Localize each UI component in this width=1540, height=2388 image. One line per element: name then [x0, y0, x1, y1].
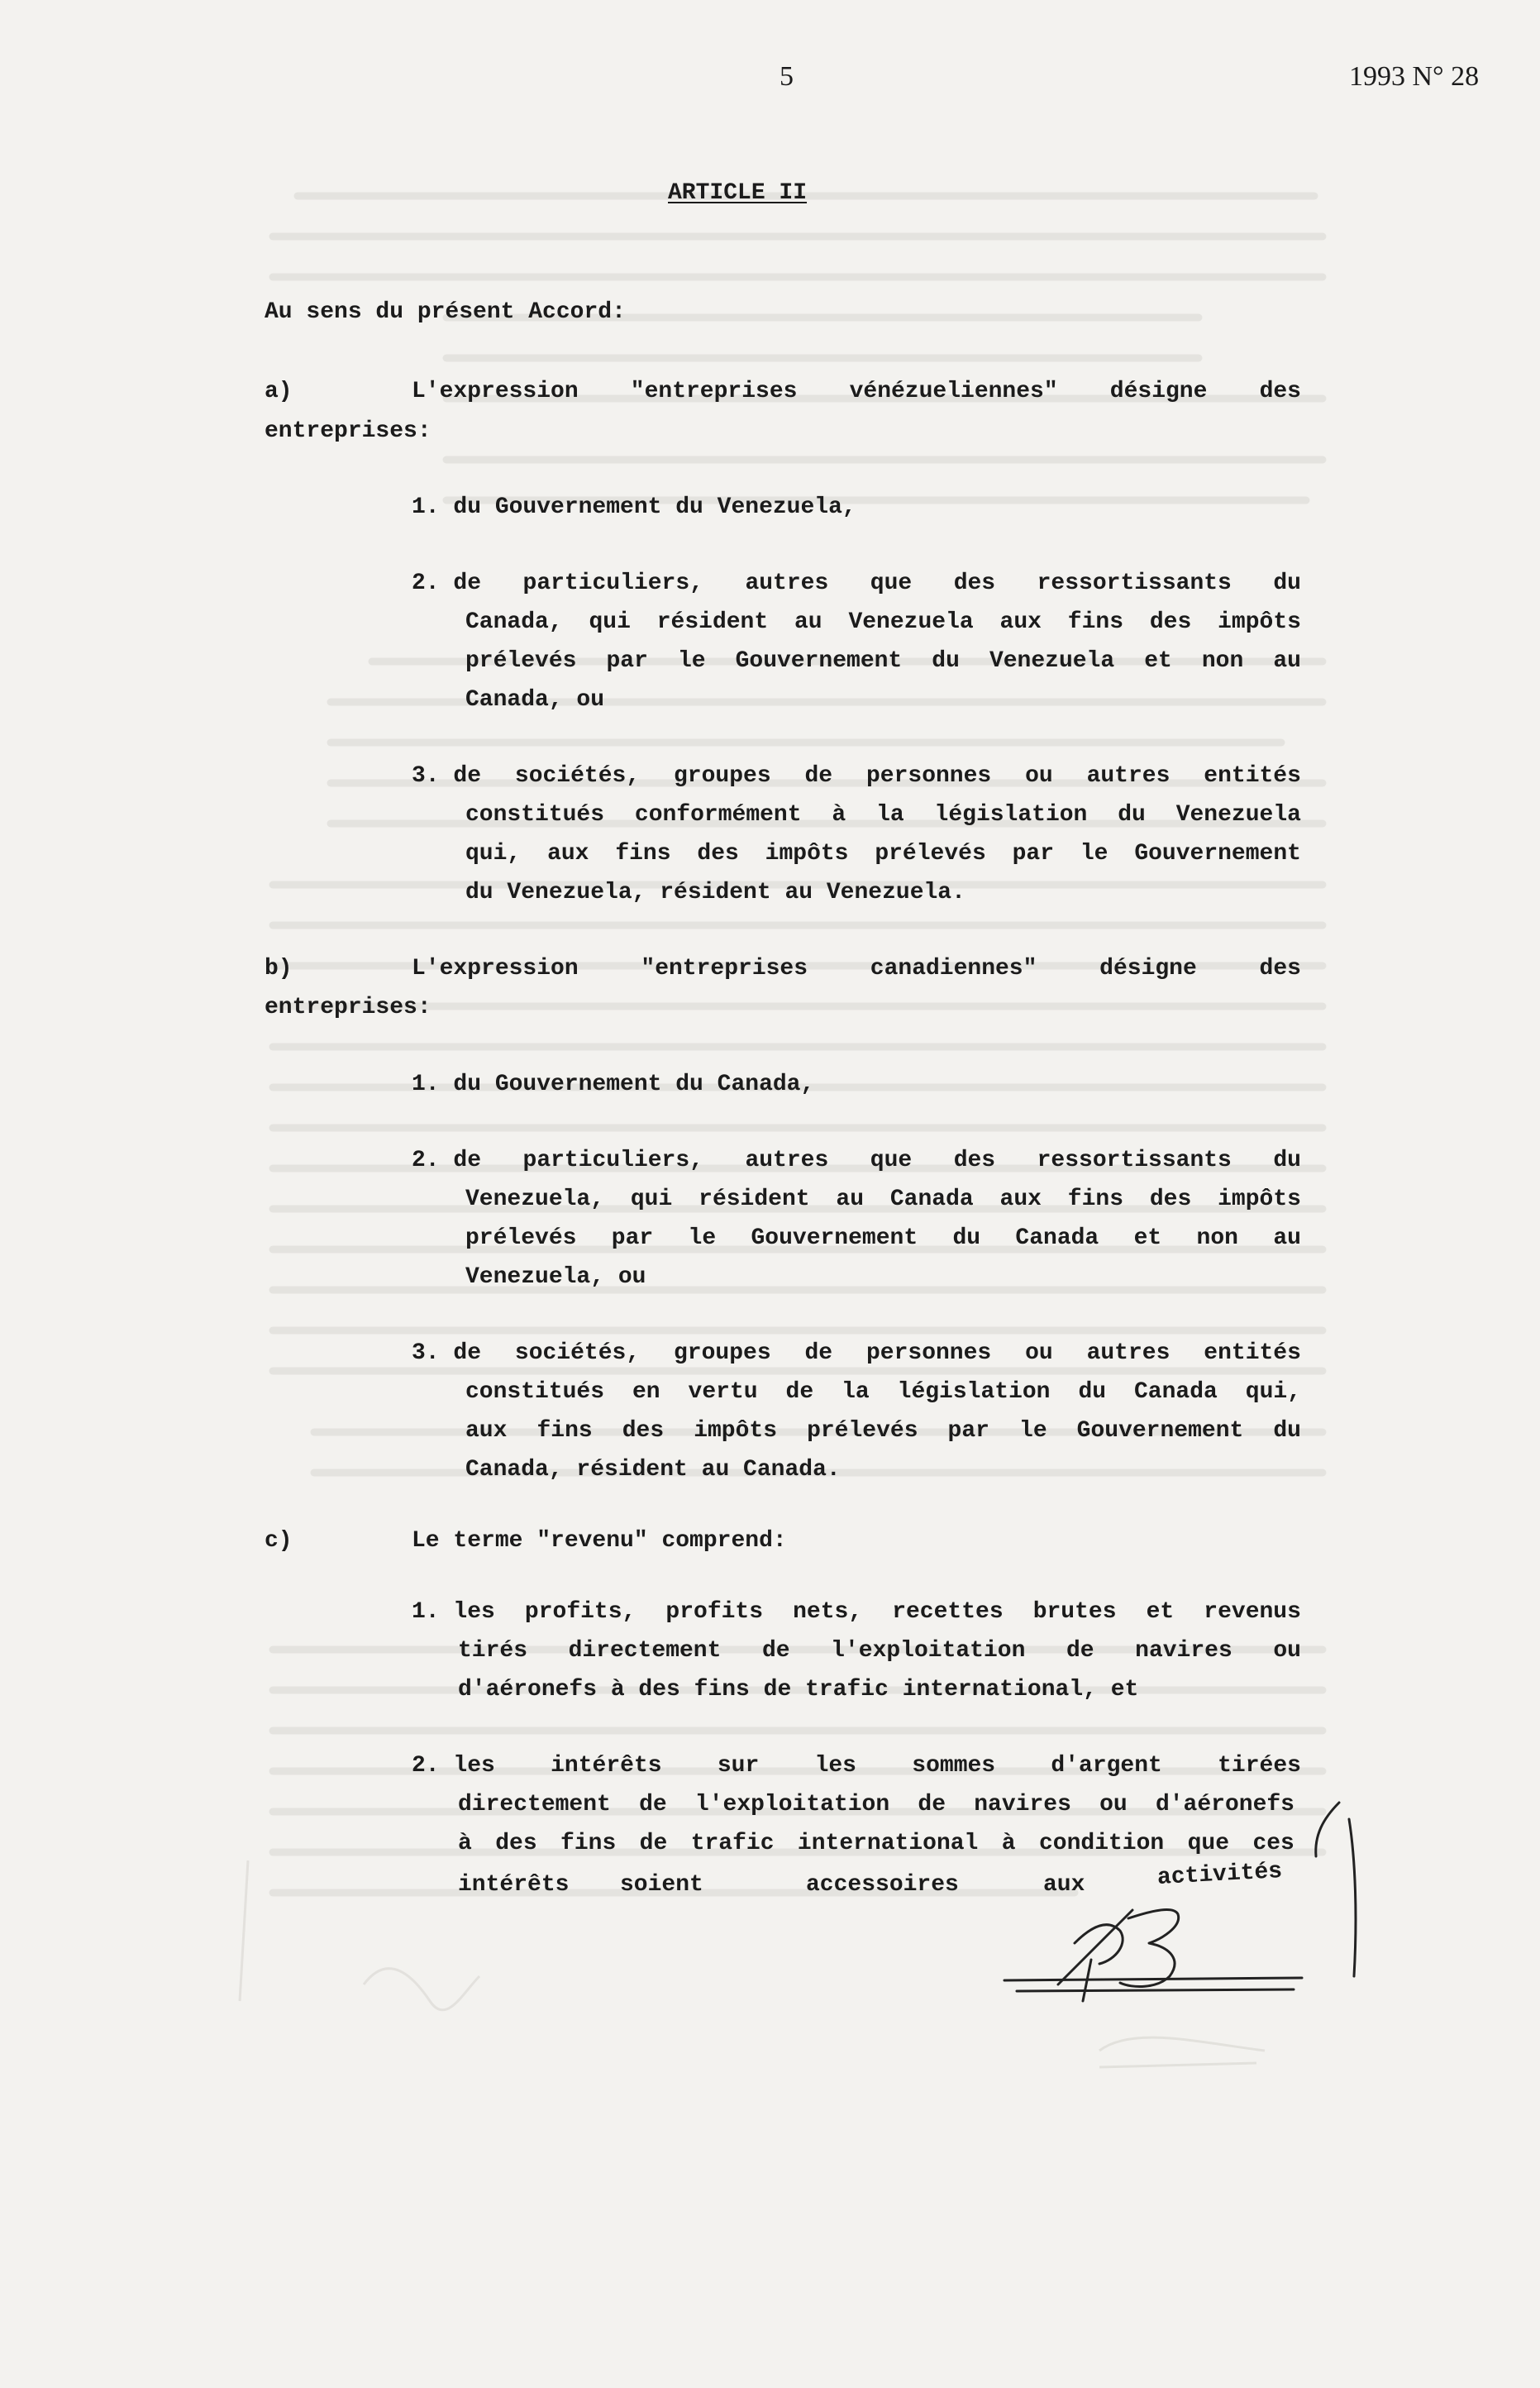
word: constitués: [465, 802, 605, 828]
section-b-item-2-line-4: Venezuela, ou: [465, 1264, 646, 1290]
word: tirées: [1218, 1753, 1301, 1779]
section-b-item-2-line-1: [412, 1149, 1301, 1173]
word: entités: [1204, 763, 1301, 789]
page-number: 5: [780, 61, 794, 92]
word: Venezuela: [989, 648, 1115, 674]
section-a-item-2-line-3: [465, 650, 1301, 673]
word: des: [1259, 956, 1301, 981]
word: qui: [630, 1187, 673, 1212]
section-c-item-2-line-1: [412, 1755, 1301, 1778]
word: du: [932, 648, 960, 674]
word: profits: [665, 1599, 764, 1625]
word: impôts: [765, 841, 849, 867]
word: et: [1146, 1599, 1175, 1625]
word: condition: [1038, 1831, 1165, 1856]
word: L'expression: [412, 956, 579, 981]
word: du: [1078, 1379, 1107, 1405]
section-a-item-3-line-4: du Venezuela, résident au Venezuela.: [465, 880, 965, 905]
word: à: [832, 802, 846, 828]
word: autres: [745, 1148, 829, 1173]
word: profits,: [524, 1599, 637, 1625]
word: personnes: [865, 763, 992, 789]
word: le: [1080, 841, 1109, 867]
word: en: [632, 1379, 660, 1405]
word: navires: [974, 1792, 1071, 1817]
word: du: [1118, 802, 1146, 828]
word: au: [836, 1187, 865, 1212]
word: qui: [589, 609, 631, 635]
word: prélevés: [807, 1418, 918, 1444]
word: la: [842, 1379, 870, 1405]
section-b-item-3-line-3: [465, 1420, 1301, 1443]
word: d'argent: [1051, 1753, 1162, 1779]
word: de: [639, 1792, 667, 1817]
word: groupes: [674, 763, 771, 789]
word: prélevés: [465, 1225, 577, 1251]
word: législation: [934, 802, 1088, 828]
word: non: [1196, 1225, 1238, 1251]
word: qui,: [1245, 1379, 1301, 1405]
word: de: [804, 1340, 833, 1366]
section-c-item-1-line-1: [412, 1601, 1301, 1624]
word: législation: [897, 1379, 1051, 1405]
word: du: [1273, 571, 1301, 596]
section-a-lead-continuation: entreprises:: [265, 418, 431, 444]
section-a-item-3-line-1: [412, 765, 1301, 788]
word: impôts: [694, 1418, 778, 1444]
word: revenus: [1204, 1599, 1301, 1625]
word: du: [952, 1225, 981, 1251]
word: de: [785, 1379, 814, 1405]
section-c-item-1-line-2: [458, 1640, 1301, 1663]
section-b-lead-continuation: entreprises:: [265, 995, 431, 1020]
word: Canada: [1134, 1379, 1218, 1405]
word: ressortissants: [1037, 1148, 1232, 1173]
section-c-marker: c): [265, 1528, 293, 1554]
word: prélevés: [465, 648, 577, 674]
word: l'exploitation: [831, 1638, 1026, 1664]
word: directement: [568, 1638, 722, 1664]
word: de: [639, 1831, 668, 1856]
word: 2. de: [412, 571, 482, 596]
section-b-item-3-line-1: [412, 1342, 1301, 1365]
word: Gouvernement: [735, 648, 903, 674]
word: des: [622, 1418, 665, 1444]
word: l'exploitation: [694, 1792, 890, 1817]
word: du: [1273, 1148, 1301, 1173]
word: les: [814, 1753, 856, 1779]
word: de: [918, 1792, 946, 1817]
section-b-item-3-line-4: Canada, résident au Canada.: [465, 1457, 841, 1483]
word: des: [697, 841, 739, 867]
word: "entreprises: [630, 379, 798, 404]
word: particuliers,: [522, 1148, 703, 1173]
signature-initials: [975, 1794, 1372, 2034]
word: aux: [465, 1418, 508, 1444]
section-c-item-2-line-4-word-1: intérêts: [458, 1872, 570, 1898]
section-a-item-1: 1. du Gouvernement du Venezuela,: [412, 494, 856, 520]
word: aux: [999, 1187, 1042, 1212]
section-a-lead: [412, 380, 1301, 404]
word: autres: [1086, 763, 1170, 789]
word: le: [677, 648, 706, 674]
intro-text: Au sens du présent Accord:: [265, 299, 626, 325]
word: par: [947, 1418, 989, 1444]
word: fins: [1067, 1187, 1124, 1212]
word: aux: [547, 841, 589, 867]
word: sur: [717, 1753, 760, 1779]
word: fins: [1067, 609, 1124, 635]
word: Gouvernement: [1076, 1418, 1244, 1444]
word: prélevés: [875, 841, 986, 867]
word: Gouvernement: [1134, 841, 1301, 867]
section-b-item-1: 1. du Gouvernement du Canada,: [412, 1072, 815, 1097]
word: Canada,: [465, 609, 563, 635]
word: entités: [1204, 1340, 1301, 1366]
word: nets,: [793, 1599, 863, 1625]
word: navires: [1135, 1638, 1232, 1664]
word: trafic: [690, 1831, 775, 1856]
word: 2. de: [412, 1148, 482, 1173]
word: Venezuela: [848, 609, 974, 635]
word: Canada: [889, 1187, 974, 1212]
article-title: ARTICLE II: [668, 180, 808, 206]
word: 1. les: [412, 1599, 495, 1625]
word: canadiennes": [870, 956, 1037, 981]
word: fins: [536, 1418, 593, 1444]
word: à: [458, 1831, 472, 1856]
word: des: [1149, 1187, 1192, 1212]
word: conformément: [634, 802, 802, 828]
word: de: [1066, 1638, 1094, 1664]
section-a-item-2-line-1: [412, 572, 1301, 595]
section-b-lead: [412, 958, 1301, 981]
section-b-marker: b): [265, 956, 293, 981]
word: sociétés,: [514, 1340, 641, 1366]
word: ou: [1099, 1792, 1128, 1817]
section-a-item-3-line-3: [465, 843, 1301, 866]
word: sociétés,: [514, 763, 641, 789]
section-a-item-2-line-2: [465, 611, 1301, 634]
word: aux: [999, 609, 1042, 635]
word: groupes: [674, 1340, 771, 1366]
word: de: [804, 763, 833, 789]
word: à: [1001, 1831, 1016, 1856]
word: au: [1273, 1225, 1301, 1251]
word: au: [1273, 648, 1301, 674]
word: ou: [1273, 1638, 1301, 1664]
section-a-item-3-line-2: [465, 804, 1301, 827]
word: et: [1133, 1225, 1162, 1251]
word: ou: [1025, 1340, 1053, 1366]
word: autres: [745, 571, 829, 596]
word: des: [495, 1831, 537, 1856]
word: non: [1201, 648, 1244, 674]
word: que: [1187, 1831, 1230, 1856]
word: désigne: [1099, 956, 1197, 981]
section-b-item-3-line-2: [465, 1381, 1301, 1404]
word: Canada: [1015, 1225, 1099, 1251]
word: constitués: [465, 1379, 605, 1405]
word: vertu: [688, 1379, 758, 1405]
word: le: [688, 1225, 717, 1251]
word: recettes: [892, 1599, 1004, 1625]
word: impôts: [1218, 609, 1301, 635]
word: Gouvernement: [751, 1225, 918, 1251]
word: vénézueliennes": [849, 379, 1058, 404]
word: d'aéronefs: [1155, 1792, 1294, 1817]
section-b-item-2-line-3: [465, 1227, 1301, 1250]
word: "entreprises: [641, 956, 808, 981]
word: L'expression: [412, 379, 579, 404]
document-number: 1993 N° 28: [1349, 61, 1480, 92]
word: sommes: [912, 1753, 996, 1779]
word: des: [953, 571, 996, 596]
word: directement: [458, 1792, 611, 1817]
word: le: [1019, 1418, 1047, 1444]
word: 3. de: [412, 1340, 482, 1366]
section-c-lead: Le terme "revenu" comprend:: [412, 1528, 787, 1554]
word: que: [870, 1148, 913, 1173]
word: 3. de: [412, 763, 482, 789]
section-b-item-2-line-2: [465, 1188, 1301, 1211]
section-c-item-2-line-4-word-5: activités: [1156, 1859, 1283, 1891]
word: des: [1149, 609, 1192, 635]
word: tirés: [458, 1638, 528, 1664]
word: fins: [615, 841, 671, 867]
word: par: [1012, 841, 1055, 867]
word: 2. les: [412, 1753, 495, 1779]
section-a-marker: a): [265, 379, 293, 404]
word: que: [870, 571, 913, 596]
section-c-item-2-line-4-word-4: aux: [1043, 1872, 1085, 1898]
word: ces: [1252, 1831, 1294, 1856]
word: résident: [656, 609, 769, 635]
word: au: [794, 609, 822, 635]
section-a-item-2-line-4: Canada, ou: [465, 687, 605, 713]
word: des: [953, 1148, 996, 1173]
word: des: [1259, 379, 1301, 404]
word: résident: [698, 1187, 810, 1212]
word: la: [876, 802, 904, 828]
word: Venezuela,: [465, 1187, 605, 1212]
word: par: [611, 1225, 654, 1251]
word: fins: [560, 1831, 617, 1856]
word: intérêts: [551, 1753, 662, 1779]
word: brutes: [1032, 1599, 1117, 1625]
word: impôts: [1218, 1187, 1301, 1212]
section-c-item-1-line-3: d'aéronefs à des fins de trafic international, et: [458, 1677, 1139, 1703]
word: et: [1144, 648, 1172, 674]
word: de: [761, 1638, 790, 1664]
word: particuliers,: [522, 571, 703, 596]
section-c-item-2-line-4-word-3: accessoires: [806, 1872, 959, 1898]
word: désigne: [1109, 379, 1208, 404]
word: par: [606, 648, 648, 674]
section-c-item-2-line-4-word-2: soient: [620, 1872, 703, 1898]
word: personnes: [865, 1340, 992, 1366]
word: ou: [1025, 763, 1053, 789]
word: du: [1273, 1418, 1301, 1444]
word: autres: [1086, 1340, 1170, 1366]
word: ressortissants: [1037, 571, 1232, 596]
word: qui,: [465, 841, 522, 867]
word: Venezuela: [1175, 802, 1301, 828]
word: international: [797, 1831, 979, 1856]
